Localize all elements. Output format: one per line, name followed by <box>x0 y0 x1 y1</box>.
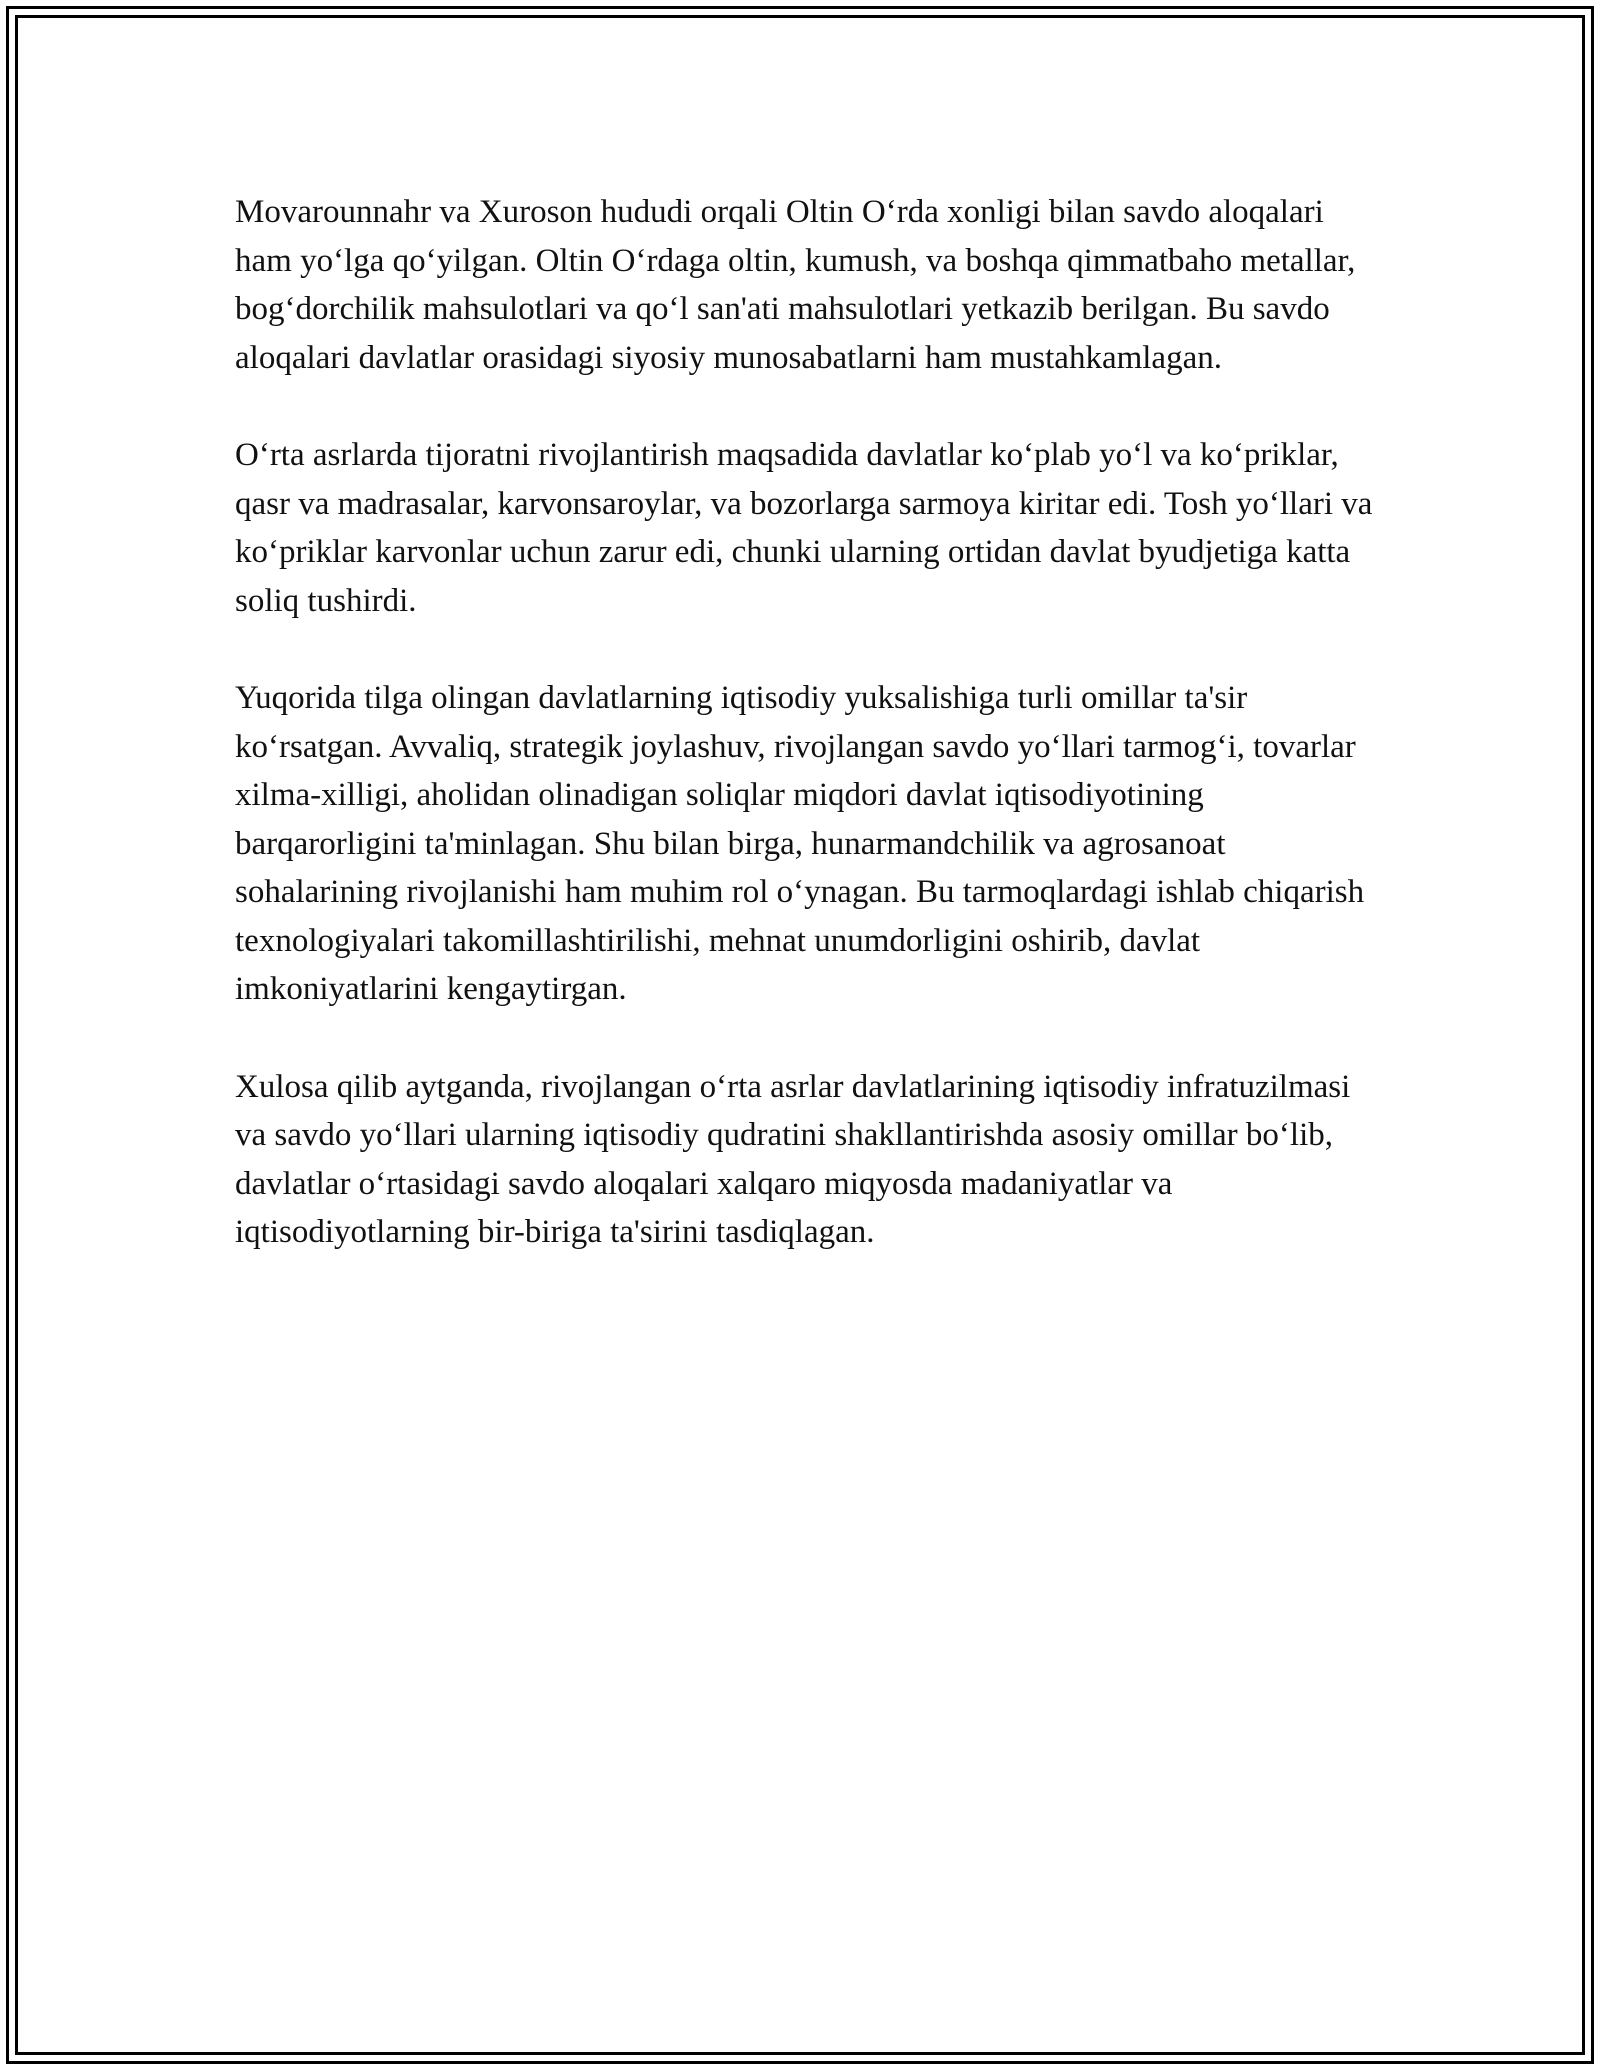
paragraph-trade-golden-horde: Movarounnahr va Xuroson hududi orqali Oltin O‘rda xonligi bilan savdo aloqalari ham yo‘lga qo‘yilgan. Oltin O‘rdaga oltin, kumush, va boshqa qimmatbaho metallar, bog‘dorchilik mahsulotlari va qo‘l san'ati mahsulotlari yetkazib berilgan. Bu savdo aloqalari davlatlar orasidagi siyosiy munosabatlarni ham mustahkamlagan. <box>235 194 1356 376</box>
paragraph-conclusion: Xulosa qilib aytganda, rivojlangan o‘rta asrlar davlatlarining iqtisodiy infratuzilmasi va savdo yo‘llari ularning iqtisodiy qudratini shakllantirishda asosiy omillar bo‘lib, davlatlar o‘rtasidagi savdo aloqalari xalqaro miqyosda madaniyatlar va iqtisodiyotlarning bir-biriga ta'sirini tasdiqlagan. <box>235 1068 1351 1250</box>
document-body <box>235 188 1375 1306</box>
paragraph-economic-factors: Yuqorida tilga olingan davlatlarning iqtisodiy yuksalishiga turli omillar ta'sir ko‘rsatgan. Avvaliq, strategik joylashuv, rivojlangan savdo yo‘llari tarmog‘i, tovarlar xilma-xilligi, aholidan olinadigan soliqlar miqdori davlat iqtisodiyotining barqarorligini ta'minlagan. Shu bilan birga, hunarmandchilik va agrosanoat sohalarining rivojlanishi ham muhim rol o‘ynagan. Bu tarmoqlardagi ishlab chiqarish texnologiyalari takomillashtirilishi, mehnat unumdorligini oshirib, davlat imkoniyatlarini kengaytirgan. <box>235 680 1365 1007</box>
paragraph-infrastructure-investment: O‘rta asrlarda tijoratni rivojlantirish maqsadida davlatlar ko‘plab yo‘l va ko‘priklar, qasr va madrasalar, karvonsaroylar, va bozorlarga sarmoya kiritar edi. Tosh yo‘llari va ko‘priklar karvonlar uchun zarur edi, chunki ularning ortidan davlat byudjetiga katta soliq tushirdi. <box>235 437 1373 619</box>
